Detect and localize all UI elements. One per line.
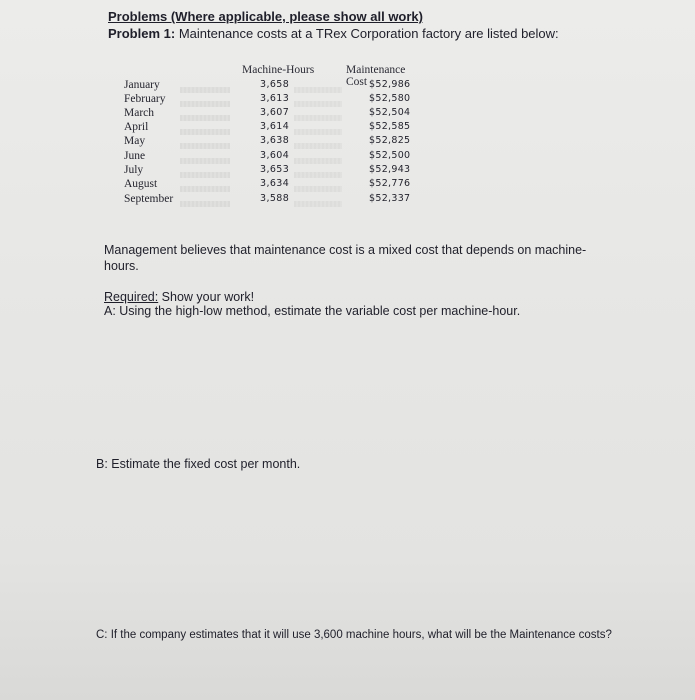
- month-cell: April: [124, 121, 149, 133]
- table-row: [124, 121, 424, 135]
- hours-cell: 3,614: [260, 121, 290, 132]
- problem-1-label: Problem 1:: [108, 26, 176, 41]
- cost-cell: $52,337: [369, 193, 411, 204]
- cost-cell: $52,776: [369, 178, 411, 189]
- table-row: [124, 135, 424, 149]
- hours-cell: 3,613: [260, 93, 290, 104]
- cost-cell: $52,585: [369, 121, 411, 132]
- table-row: [124, 193, 424, 207]
- table-row: [124, 164, 424, 178]
- dot-leader: [180, 186, 230, 192]
- month-cell: March: [124, 107, 155, 119]
- part-c-question: C: If the company estimates that it will use 3,600 machine hours, what will be the Maintenance costs?: [96, 629, 612, 641]
- month-cell: July: [124, 164, 144, 176]
- table-row: [124, 178, 424, 192]
- required-text: Show your work!: [158, 290, 255, 304]
- month-cell: August: [124, 178, 158, 190]
- dot-leader: [294, 201, 342, 207]
- cost-cell: $52,504: [369, 107, 411, 118]
- month-cell: January: [124, 79, 160, 91]
- cost-cell: $52,986: [369, 79, 411, 90]
- maintenance-cost-table: [124, 64, 424, 224]
- management-statement: Management believes that maintenance cost is a mixed cost that depends on machine-hours.: [104, 243, 587, 273]
- month-cell: May: [124, 135, 146, 147]
- cost-cell: $52,500: [369, 150, 411, 161]
- table-row: [124, 150, 424, 164]
- problem-1-statement: [108, 26, 559, 41]
- cost-cell: $52,943: [369, 164, 411, 175]
- hours-cell: 3,658: [260, 79, 290, 90]
- dot-leader: [294, 143, 342, 149]
- month-cell: September: [124, 193, 174, 205]
- table-row: [124, 107, 424, 121]
- hours-cell: 3,588: [260, 193, 290, 204]
- table-row: [124, 93, 424, 107]
- problem-1-text: Maintenance costs at a TRex Corporation factory are listed below:: [178, 26, 559, 41]
- dot-leader: [180, 143, 230, 149]
- hours-cell: 3,638: [260, 135, 290, 146]
- hours-cell: 3,634: [260, 178, 290, 189]
- month-cell: February: [124, 93, 166, 105]
- table-row: [124, 79, 424, 93]
- hours-cell: 3,653: [260, 164, 290, 175]
- dot-leader: [180, 201, 230, 207]
- part-b-question: B: Estimate the fixed cost per month.: [96, 457, 301, 471]
- required-line: [104, 290, 254, 304]
- month-cell: June: [124, 150, 146, 162]
- cost-cell: $52,580: [369, 93, 411, 104]
- required-label: Required:: [104, 290, 159, 304]
- part-a-question: A: Using the high-low method, estimate the variable cost per machine-hour.: [104, 304, 521, 318]
- problems-heading: Problems (Where applicable, please show all work): [108, 9, 423, 24]
- hours-cell: 3,604: [260, 150, 290, 161]
- cost-cell: $52,825: [369, 135, 411, 146]
- column-header-maintenance-cost: Maintenance Cost: [346, 64, 406, 88]
- hours-cell: 3,607: [260, 107, 290, 118]
- dot-leader: [294, 186, 342, 192]
- column-header-machine-hours: Machine-Hours: [242, 64, 315, 76]
